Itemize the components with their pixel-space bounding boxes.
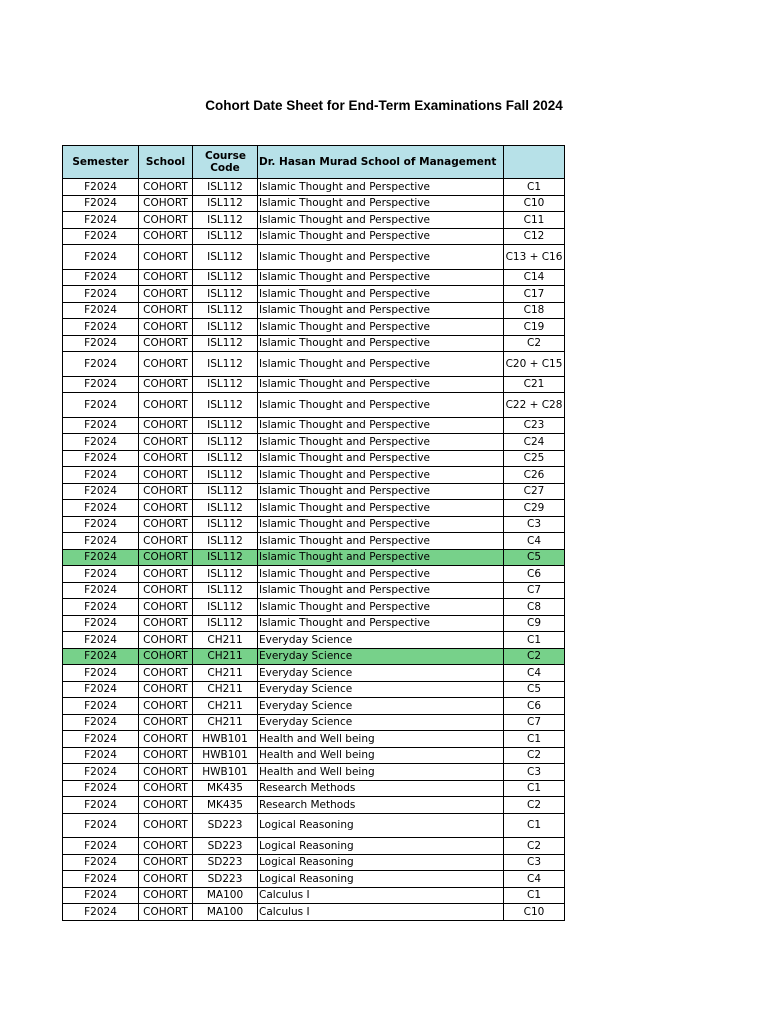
cell-school: COHORT: [139, 434, 193, 451]
cell-course-name: Islamic Thought and Perspective: [258, 417, 504, 434]
cell-section: C10: [504, 904, 565, 921]
cell-school: COHORT: [139, 698, 193, 715]
cell-semester: F2024: [63, 393, 139, 418]
cell-section: C26: [504, 467, 565, 484]
cell-course-name: Logical Reasoning: [258, 813, 504, 838]
table-row: [63, 904, 565, 921]
cell-course-code: SD223: [193, 871, 258, 888]
table-row: [63, 854, 565, 871]
table-row: [63, 698, 565, 715]
cell-school: COHORT: [139, 854, 193, 871]
table-row: [63, 417, 565, 434]
cell-course-code: ISL112: [193, 302, 258, 319]
cell-course-code: ISL112: [193, 516, 258, 533]
cell-section: C3: [504, 516, 565, 533]
cell-course-code: CH211: [193, 714, 258, 731]
cell-course-code: MK435: [193, 797, 258, 814]
cell-course-name: Health and Well being: [258, 764, 504, 781]
cell-semester: F2024: [63, 599, 139, 616]
cell-school: COHORT: [139, 681, 193, 698]
cell-course-code: HWB101: [193, 731, 258, 748]
cell-course-name: Research Methods: [258, 797, 504, 814]
table-row: [63, 871, 565, 888]
cell-course-name: Islamic Thought and Perspective: [258, 228, 504, 245]
cell-section: C22 + C28: [504, 393, 565, 418]
cell-semester: F2024: [63, 797, 139, 814]
cell-school: COHORT: [139, 780, 193, 797]
cell-course-name: Islamic Thought and Perspective: [258, 500, 504, 517]
cell-course-code: ISL112: [193, 582, 258, 599]
table-row: [63, 714, 565, 731]
cell-school: COHORT: [139, 665, 193, 682]
cell-section: C9: [504, 615, 565, 632]
cell-course-code: ISL112: [193, 393, 258, 418]
cell-course-code: ISL112: [193, 376, 258, 393]
date-sheet-table: [62, 145, 565, 921]
cell-school: COHORT: [139, 714, 193, 731]
table-row: [63, 212, 565, 229]
cell-course-name: Islamic Thought and Perspective: [258, 434, 504, 451]
cell-semester: F2024: [63, 854, 139, 871]
cell-section: C1: [504, 179, 565, 196]
header-school: School: [139, 146, 193, 179]
cell-course-name: Islamic Thought and Perspective: [258, 179, 504, 196]
cell-course-name: Islamic Thought and Perspective: [258, 533, 504, 550]
cell-semester: F2024: [63, 681, 139, 698]
cell-course-code: HWB101: [193, 747, 258, 764]
cell-section: C12: [504, 228, 565, 245]
table-row: [63, 887, 565, 904]
cell-section: C1: [504, 731, 565, 748]
cell-course-name: Islamic Thought and Perspective: [258, 302, 504, 319]
cell-section: C2: [504, 747, 565, 764]
cell-semester: F2024: [63, 714, 139, 731]
table-row: [63, 352, 565, 377]
cell-semester: F2024: [63, 302, 139, 319]
table-row: [63, 780, 565, 797]
cell-school: COHORT: [139, 417, 193, 434]
cell-semester: F2024: [63, 813, 139, 838]
cell-school: COHORT: [139, 648, 193, 665]
cell-course-code: ISL112: [193, 417, 258, 434]
table-row: [63, 681, 565, 698]
cell-section: C1: [504, 887, 565, 904]
cell-section: C1: [504, 780, 565, 797]
cell-semester: F2024: [63, 665, 139, 682]
cell-course-code: HWB101: [193, 764, 258, 781]
cell-course-name: Calculus I: [258, 904, 504, 921]
cell-course-code: ISL112: [193, 566, 258, 583]
cell-course-code: ISL112: [193, 483, 258, 500]
cell-semester: F2024: [63, 179, 139, 196]
cell-course-code: ISL112: [193, 195, 258, 212]
table-row: [63, 797, 565, 814]
cell-semester: F2024: [63, 516, 139, 533]
table-row: [63, 813, 565, 838]
cell-school: COHORT: [139, 566, 193, 583]
cell-course-code: ISL112: [193, 599, 258, 616]
cell-school: COHORT: [139, 632, 193, 649]
table-row: [63, 335, 565, 352]
cell-semester: F2024: [63, 376, 139, 393]
cell-school: COHORT: [139, 533, 193, 550]
cell-course-code: ISL112: [193, 500, 258, 517]
cell-course-code: CH211: [193, 648, 258, 665]
table-row: [63, 393, 565, 418]
cell-school: COHORT: [139, 599, 193, 616]
cell-semester: F2024: [63, 747, 139, 764]
cell-course-code: CH211: [193, 681, 258, 698]
table-row: [63, 245, 565, 270]
table-row: [63, 450, 565, 467]
table-row: [63, 764, 565, 781]
cell-course-name: Islamic Thought and Perspective: [258, 335, 504, 352]
cell-section: C7: [504, 582, 565, 599]
cell-course-name: Islamic Thought and Perspective: [258, 269, 504, 286]
cell-course-name: Islamic Thought and Perspective: [258, 599, 504, 616]
table-row: [63, 179, 565, 196]
cell-course-code: ISL112: [193, 286, 258, 303]
cell-course-code: ISL112: [193, 450, 258, 467]
cell-school: COHORT: [139, 500, 193, 517]
cell-section: C19: [504, 319, 565, 336]
cell-course-name: Islamic Thought and Perspective: [258, 450, 504, 467]
cell-course-code: CH211: [193, 632, 258, 649]
cell-semester: F2024: [63, 212, 139, 229]
cell-section: C24: [504, 434, 565, 451]
cell-course-name: Islamic Thought and Perspective: [258, 212, 504, 229]
cell-course-code: SD223: [193, 813, 258, 838]
cell-semester: F2024: [63, 245, 139, 270]
cell-section: C1: [504, 632, 565, 649]
table-row: [63, 747, 565, 764]
cell-semester: F2024: [63, 195, 139, 212]
cell-section: C2: [504, 838, 565, 855]
cell-semester: F2024: [63, 450, 139, 467]
header-semester: Semester: [63, 146, 139, 179]
cell-section: C2: [504, 797, 565, 814]
cell-course-name: Islamic Thought and Perspective: [258, 549, 504, 566]
cell-semester: F2024: [63, 648, 139, 665]
cell-course-code: MA100: [193, 887, 258, 904]
table-row: [63, 286, 565, 303]
cell-course-name: Islamic Thought and Perspective: [258, 467, 504, 484]
cell-semester: F2024: [63, 352, 139, 377]
cell-section: C5: [504, 681, 565, 698]
cell-semester: F2024: [63, 286, 139, 303]
cell-course-name: Everyday Science: [258, 681, 504, 698]
cell-course-name: Health and Well being: [258, 731, 504, 748]
cell-section: C2: [504, 648, 565, 665]
cell-school: COHORT: [139, 904, 193, 921]
cell-section: C6: [504, 566, 565, 583]
header-course-code-label: Course Code: [205, 150, 246, 174]
cell-course-name: Research Methods: [258, 780, 504, 797]
cell-section: C27: [504, 483, 565, 500]
cell-section: C4: [504, 871, 565, 888]
cell-section: C7: [504, 714, 565, 731]
cell-course-code: ISL112: [193, 615, 258, 632]
cell-course-name: Islamic Thought and Perspective: [258, 319, 504, 336]
table-row: [63, 731, 565, 748]
cell-school: COHORT: [139, 747, 193, 764]
cell-school: COHORT: [139, 228, 193, 245]
cell-semester: F2024: [63, 871, 139, 888]
table-row: [63, 434, 565, 451]
cell-course-code: ISL112: [193, 228, 258, 245]
table-row: [63, 838, 565, 855]
cell-section: C21: [504, 376, 565, 393]
cell-school: COHORT: [139, 483, 193, 500]
cell-semester: F2024: [63, 483, 139, 500]
cell-course-code: ISL112: [193, 434, 258, 451]
cell-section: C14: [504, 269, 565, 286]
cell-section: C3: [504, 764, 565, 781]
cell-semester: F2024: [63, 434, 139, 451]
cell-course-code: CH211: [193, 698, 258, 715]
cell-school: COHORT: [139, 871, 193, 888]
document-title: Cohort Date Sheet for End-Term Examinations Fall 2024: [205, 98, 563, 113]
table-body: [63, 179, 565, 921]
cell-section: C20 + C15: [504, 352, 565, 377]
cell-semester: F2024: [63, 319, 139, 336]
table-row: [63, 302, 565, 319]
cell-course-code: SD223: [193, 854, 258, 871]
cell-school: COHORT: [139, 269, 193, 286]
table-row: [63, 533, 565, 550]
cell-section: C1: [504, 813, 565, 838]
cell-course-name: Logical Reasoning: [258, 871, 504, 888]
cell-semester: F2024: [63, 838, 139, 855]
cell-school: COHORT: [139, 302, 193, 319]
cell-semester: F2024: [63, 335, 139, 352]
cell-semester: F2024: [63, 582, 139, 599]
cell-semester: F2024: [63, 887, 139, 904]
cell-course-name: Islamic Thought and Perspective: [258, 483, 504, 500]
cell-section: C29: [504, 500, 565, 517]
table-row: [63, 500, 565, 517]
cell-semester: F2024: [63, 417, 139, 434]
cell-semester: F2024: [63, 731, 139, 748]
cell-course-name: Health and Well being: [258, 747, 504, 764]
cell-section: C11: [504, 212, 565, 229]
cell-course-code: CH211: [193, 665, 258, 682]
cell-school: COHORT: [139, 838, 193, 855]
cell-school: COHORT: [139, 335, 193, 352]
cell-school: COHORT: [139, 516, 193, 533]
cell-semester: F2024: [63, 228, 139, 245]
cell-course-code: ISL112: [193, 269, 258, 286]
cell-school: COHORT: [139, 286, 193, 303]
table-row: [63, 228, 565, 245]
table-row: [63, 483, 565, 500]
cell-semester: F2024: [63, 533, 139, 550]
cell-course-code: ISL112: [193, 467, 258, 484]
cell-course-code: ISL112: [193, 335, 258, 352]
cell-section: C4: [504, 665, 565, 682]
cell-school: COHORT: [139, 467, 193, 484]
cell-course-name: Everyday Science: [258, 648, 504, 665]
cell-section: C4: [504, 533, 565, 550]
cell-course-name: Islamic Thought and Perspective: [258, 615, 504, 632]
table-row: [63, 467, 565, 484]
cell-semester: F2024: [63, 467, 139, 484]
cell-school: COHORT: [139, 549, 193, 566]
cell-semester: F2024: [63, 549, 139, 566]
cell-course-code: ISL112: [193, 533, 258, 550]
table-row: [63, 319, 565, 336]
cell-course-code: ISL112: [193, 245, 258, 270]
cell-course-name: Everyday Science: [258, 665, 504, 682]
cell-semester: F2024: [63, 500, 139, 517]
cell-section: C10: [504, 195, 565, 212]
cell-section: C8: [504, 599, 565, 616]
cell-section: C23: [504, 417, 565, 434]
cell-course-code: SD223: [193, 838, 258, 855]
cell-course-name: Logical Reasoning: [258, 854, 504, 871]
cell-course-name: Islamic Thought and Perspective: [258, 516, 504, 533]
cell-school: COHORT: [139, 393, 193, 418]
table-row: [63, 549, 565, 566]
cell-section: C13 + C16: [504, 245, 565, 270]
cell-course-code: ISL112: [193, 549, 258, 566]
cell-course-name: Islamic Thought and Perspective: [258, 195, 504, 212]
table-row: [63, 376, 565, 393]
cell-school: COHORT: [139, 352, 193, 377]
cell-course-code: MA100: [193, 904, 258, 921]
cell-school: COHORT: [139, 179, 193, 196]
cell-course-name: Islamic Thought and Perspective: [258, 352, 504, 377]
cell-semester: F2024: [63, 615, 139, 632]
cell-school: COHORT: [139, 615, 193, 632]
cell-school: COHORT: [139, 376, 193, 393]
header-section: [504, 146, 565, 179]
table-row: [63, 599, 565, 616]
cell-course-name: Islamic Thought and Perspective: [258, 286, 504, 303]
header-course-code: [193, 146, 258, 179]
cell-section: C5: [504, 549, 565, 566]
table-row: [63, 582, 565, 599]
cell-section: C2: [504, 335, 565, 352]
table-row: [63, 269, 565, 286]
table-row: [63, 566, 565, 583]
cell-school: COHORT: [139, 887, 193, 904]
cell-school: COHORT: [139, 450, 193, 467]
cell-course-name: Everyday Science: [258, 698, 504, 715]
table-row: [63, 648, 565, 665]
cell-course-name: Logical Reasoning: [258, 838, 504, 855]
table-row: [63, 632, 565, 649]
cell-course-name: Calculus I: [258, 887, 504, 904]
table-row: [63, 665, 565, 682]
cell-semester: F2024: [63, 904, 139, 921]
cell-course-name: Everyday Science: [258, 632, 504, 649]
cell-school: COHORT: [139, 813, 193, 838]
cell-school: COHORT: [139, 582, 193, 599]
cell-course-code: MK435: [193, 780, 258, 797]
cell-course-name: Everyday Science: [258, 714, 504, 731]
cell-course-code: ISL112: [193, 319, 258, 336]
cell-school: COHORT: [139, 245, 193, 270]
table-row: [63, 516, 565, 533]
cell-course-code: ISL112: [193, 352, 258, 377]
cell-semester: F2024: [63, 780, 139, 797]
cell-course-name: Islamic Thought and Perspective: [258, 376, 504, 393]
cell-school: COHORT: [139, 764, 193, 781]
cell-semester: F2024: [63, 698, 139, 715]
cell-school: COHORT: [139, 212, 193, 229]
cell-school: COHORT: [139, 195, 193, 212]
cell-semester: F2024: [63, 632, 139, 649]
cell-course-name: Islamic Thought and Perspective: [258, 582, 504, 599]
cell-section: C3: [504, 854, 565, 871]
cell-section: C17: [504, 286, 565, 303]
cell-course-code: ISL112: [193, 179, 258, 196]
cell-section: C6: [504, 698, 565, 715]
header-school-name: Dr. Hasan Murad School of Management: [258, 146, 504, 179]
cell-section: C18: [504, 302, 565, 319]
cell-course-code: ISL112: [193, 212, 258, 229]
cell-semester: F2024: [63, 764, 139, 781]
cell-semester: F2024: [63, 269, 139, 286]
cell-school: COHORT: [139, 797, 193, 814]
cell-course-name: Islamic Thought and Perspective: [258, 393, 504, 418]
cell-semester: F2024: [63, 566, 139, 583]
table-header-row: [63, 146, 565, 179]
table-row: [63, 195, 565, 212]
cell-course-name: Islamic Thought and Perspective: [258, 245, 504, 270]
cell-school: COHORT: [139, 731, 193, 748]
cell-section: C25: [504, 450, 565, 467]
table-row: [63, 615, 565, 632]
cell-school: COHORT: [139, 319, 193, 336]
cell-course-name: Islamic Thought and Perspective: [258, 566, 504, 583]
